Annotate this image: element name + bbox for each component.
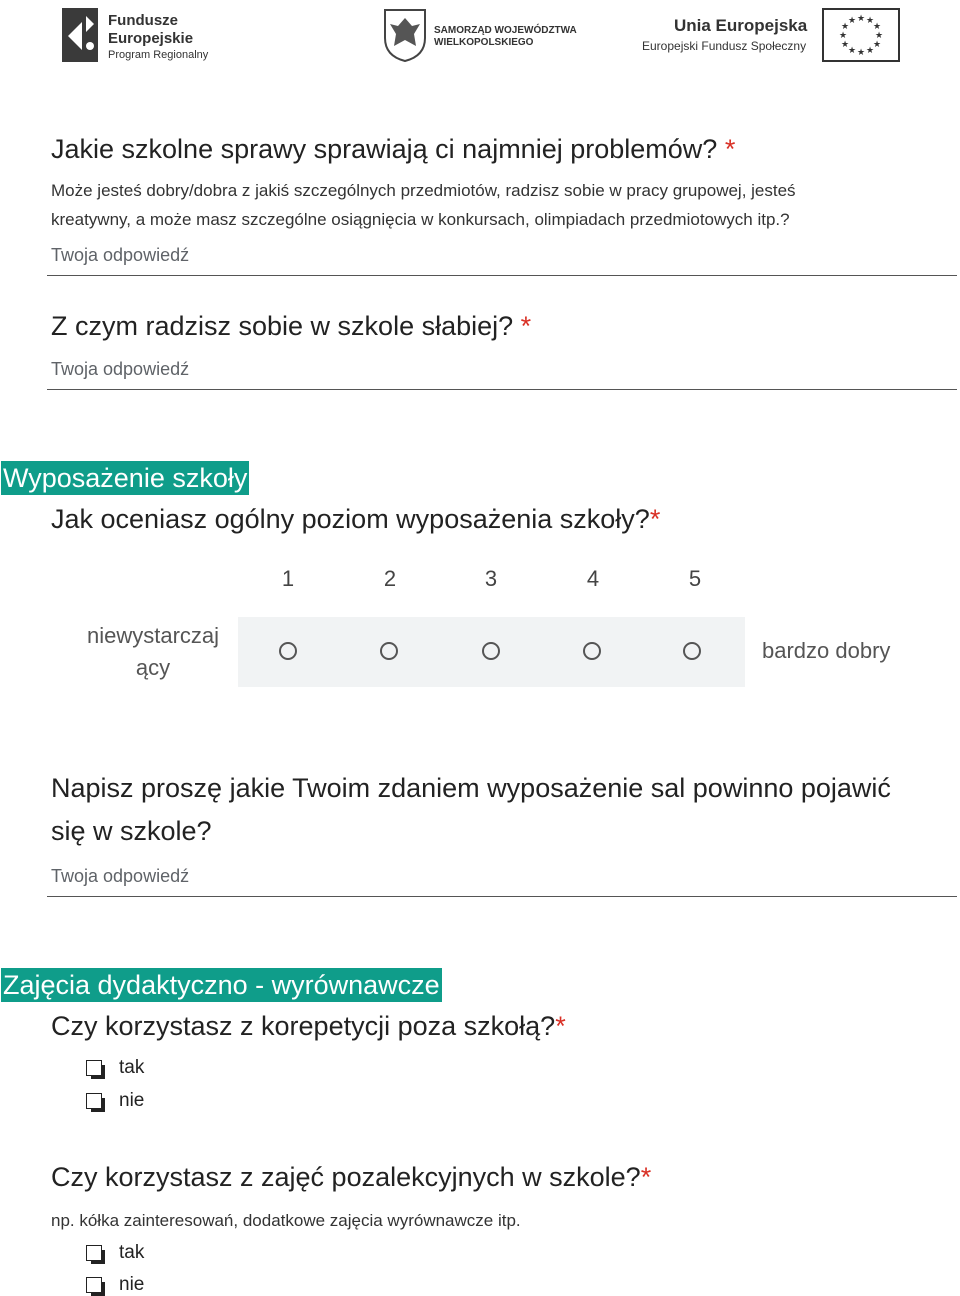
swp-line2: WIELKOPOLSKIEGO xyxy=(434,37,534,48)
q5-title-text: Czy korzystasz z korepetycji poza szkołą? xyxy=(51,1011,556,1041)
checkbox-icon[interactable] xyxy=(86,1093,102,1109)
q3-title-text: Jak oceniasz ogólny poziom wyposażenia szkoły? xyxy=(51,504,650,534)
checkbox-icon[interactable] xyxy=(86,1277,102,1293)
scale-label-1: 1 xyxy=(281,566,295,591)
q4-answer-underline xyxy=(47,896,957,897)
q5-option-label: nie xyxy=(119,1090,145,1111)
q4-title-line2: się w szkole? xyxy=(51,816,212,846)
q6-option-tak[interactable] xyxy=(86,1242,144,1264)
svg-text:★: ★ xyxy=(856,48,866,58)
scale-low-label-line2: ący xyxy=(135,655,171,680)
scale-radio-5[interactable] xyxy=(683,642,701,660)
svg-text:★: ★ xyxy=(865,16,875,26)
eagle-crest-icon xyxy=(382,8,428,62)
scale-radio-2[interactable] xyxy=(380,642,398,660)
svg-text:★: ★ xyxy=(872,40,882,50)
q6-option-label: nie xyxy=(119,1274,145,1295)
q6-desc: np. kółka zainteresowań, dodatkowe zajęcia wyrównawcze itp. xyxy=(51,1211,521,1230)
q1-desc-line1: Może jesteś dobry/dobra z jakiś szczególnych przedmiotów, radzisz sobie w pracy grupowej, jesteś xyxy=(51,181,796,200)
scale-high-label: bardzo dobry xyxy=(762,638,891,663)
q2-title-text: Z czym radzisz sobie w szkole słabiej? xyxy=(51,311,514,341)
scale-radio-4[interactable] xyxy=(583,642,601,660)
svg-text:★: ★ xyxy=(874,31,884,41)
svg-text:★: ★ xyxy=(872,22,882,32)
svg-text:★: ★ xyxy=(838,31,848,41)
scale-low-label xyxy=(78,620,228,684)
q1-desc-line2: kreatywny, a może masz szczególne osiągnięcia w konkursach, olimpiadach przedmiotowych itp.? xyxy=(51,210,790,229)
section-header-wyposazenie: Wyposażenie szkoły xyxy=(3,463,248,493)
q1-title xyxy=(51,134,735,165)
svg-text:★: ★ xyxy=(840,40,850,50)
svg-text:★: ★ xyxy=(856,14,866,24)
q1-answer-underline xyxy=(47,275,957,276)
q5-option-nie[interactable] xyxy=(86,1090,144,1112)
q4-title-line1: Napisz proszę jakie Twoim zdaniem wyposażenie sal powinno pojawić xyxy=(51,773,891,803)
q6-title-text: Czy korzystasz z zajęć pozalekcyjnych w szkole? xyxy=(51,1162,641,1192)
required-asterisk: * xyxy=(555,1011,566,1041)
fe-line3: Program Regionalny xyxy=(108,49,209,61)
swp-line1: SAMORZĄD WOJEWÓDZTWA xyxy=(434,25,577,36)
q1-answer-input[interactable]: Twoja odpowiedź xyxy=(51,245,190,265)
required-asterisk: * xyxy=(520,311,532,341)
scale-low-label-line1: niewystarczaj xyxy=(86,623,220,648)
ue-line1: Unia Europejska xyxy=(674,16,808,35)
svg-text:★: ★ xyxy=(847,16,857,26)
scale-radio-3[interactable] xyxy=(482,642,500,660)
eu-stars-flag-icon xyxy=(822,8,900,62)
q6-option-nie[interactable] xyxy=(86,1274,144,1296)
svg-text:★: ★ xyxy=(865,46,875,56)
required-asterisk: * xyxy=(724,134,736,164)
q2-answer-underline xyxy=(47,389,957,390)
svg-text:★: ★ xyxy=(840,22,850,32)
checkbox-icon[interactable] xyxy=(86,1245,102,1261)
q5-option-label: tak xyxy=(119,1057,145,1078)
scale-radio-1[interactable] xyxy=(279,642,297,660)
scale-label-4: 4 xyxy=(586,566,600,591)
q6-title xyxy=(51,1162,651,1193)
logo-samorzad xyxy=(382,8,582,63)
q5-option-tak[interactable] xyxy=(86,1057,144,1079)
checkbox-icon[interactable] xyxy=(86,1060,102,1076)
q6-option-label: tak xyxy=(119,1242,145,1263)
fe-emblem-icon xyxy=(62,6,100,64)
section-header-zajecia: Zajęcia dydaktyczno - wyrównawcze xyxy=(3,970,440,1000)
scale-label-5: 5 xyxy=(688,566,702,591)
ue-line2: Europejski Fundusz Społeczny xyxy=(642,39,807,53)
scale-label-3: 3 xyxy=(484,566,498,591)
required-asterisk: * xyxy=(640,1162,652,1192)
q5-title xyxy=(51,1011,566,1042)
q2-answer-input[interactable]: Twoja odpowiedź xyxy=(51,359,190,379)
required-asterisk: * xyxy=(649,504,661,534)
fe-line1: Fundusze xyxy=(108,12,178,29)
q1-title-text: Jakie szkolne sprawy sprawiają ci najmniej problemów? xyxy=(51,134,718,164)
q4-answer-input[interactable]: Twoja odpowiedź xyxy=(51,866,190,886)
fe-line2: Europejskie xyxy=(108,30,194,47)
scale-label-2: 2 xyxy=(383,566,397,591)
q3-title xyxy=(51,504,660,535)
logo-fundusze-europejskie xyxy=(62,6,232,66)
svg-text:★: ★ xyxy=(847,46,857,56)
q2-title xyxy=(51,311,531,342)
logo-unia-europejska xyxy=(642,8,902,64)
